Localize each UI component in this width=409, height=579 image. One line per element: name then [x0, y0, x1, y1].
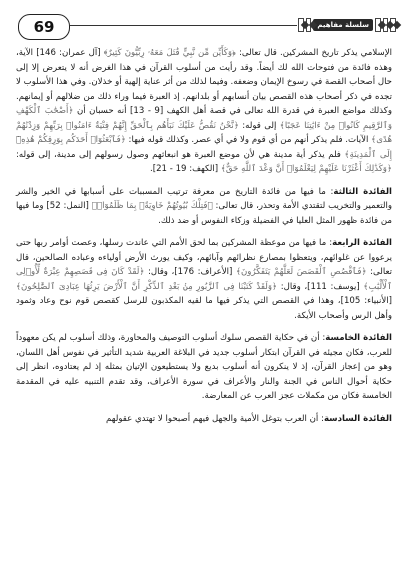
- text-run: : أن في حكاية القصص سلوك أسلوب التوصيف والمحاورة، وذلك أسلوب لم يكن معهوداً للعرب، فكان مجيئه في القرآن ابتكار أسلوب جديد في البلاغة العربية شديد التأثير في نفوس أهل اللسان، وهو من إعجاز القرآن، إذ لا ينكرون أنه أسلوب بديع ولا يستطيعون الإتيان بمثله إذ لم يعتادوه، انظر إلى حكاية أحوال الناس في الجنة والنار والأعراف في سورة الأعراف، وقد تقدم التنبيه عليه في المقدمة الخامسة فكان من مكملات عجز العرب عن المعارضة.: [16, 333, 392, 401]
- paragraph-gap: [16, 404, 392, 412]
- text-run: : ما فيها من فائدة التاريخ من معرفة ترتيب المسببات على أسبابها في الخير والشر والتعمير والتخريب لتقتدي الأمة وتحذر، قال تعالى:: [16, 186, 393, 211]
- paragraph-p4: [16, 331, 392, 404]
- text-run: الآيات. فلم يذكر أنهم من أي قوم ولا في أي عصر. وكذلك قوله فيها:: [125, 135, 372, 145]
- ornament-tile-icon: [298, 18, 304, 32]
- paragraph-p5: [16, 412, 392, 427]
- quran-quote: ﴿وَلَقَدْ كَتَبْنَا فِى ٱلزَّبُورِ مِنۢ بَعْدِ ٱلذِّكْرِ أَنَّ ٱلْأَرْضَ يَرِثُهَا عِبَادِىَ ٱلصَّٰلِحُونَ﴾: [16, 281, 278, 292]
- body-text: [16, 46, 392, 571]
- text-run: [يوسف: 111]، وقال:: [277, 281, 364, 292]
- benefit-title: الفائدة الرابعة: [332, 238, 392, 248]
- paragraph-gap: [16, 177, 392, 185]
- text-run: [الكهف: 19 - 21].: [149, 164, 221, 174]
- paragraph-p1: [16, 46, 392, 177]
- paragraph-gap: [16, 323, 392, 331]
- quran-quote: ﴿أَصْحَٰبَ ٱلْكَهْفِ وَٱلرَّقِيمِ كَانُوا۟ مِنْ ءَايَٰتِنَا عَجَبًا﴾: [16, 106, 392, 131]
- quran-quote: ﴿فَتِلْكَ بُيُوتُهُمْ خَاوِيَةًۢ بِمَا ظَلَمُوٓا۟﴾: [91, 201, 213, 211]
- benefit-title: الفائدة الخامسة: [325, 333, 392, 343]
- text-run: إلى قوله:: [238, 120, 280, 131]
- quran-quote: ﴿نَّحْنُ نَقُصُّ عَلَيْكَ نَبَأَهُم بِٱلْحَقِّ إِنَّهُمْ فِتْيَةٌ ءَامَنُوا۟ بِرَبِّهِمْ وَزِدْنَٰهُمْ هُدًى﴾: [16, 120, 392, 145]
- page-number: 69: [18, 14, 70, 40]
- text-run: فلم يذكر أية مدينة هي لأن موضع العبرة هو انبعاثهم وصول رسولهم إلى مدينة، إلى قوله:: [16, 149, 345, 160]
- paragraph-p2: [16, 185, 392, 229]
- benefit-title: الفائدة الثالثة: [333, 186, 392, 197]
- header-rule: [70, 25, 297, 26]
- quran-quote: ﴿وَكَأَيِّن مِّن نَّبِيٍّ قَٰتَلَ مَعَهُۥ رِبِّيُّونَ كَثِيرٌ﴾: [103, 48, 236, 58]
- text-run: [النمل: 52] وما فيها من فائدة ظهور المثل العليا في الفضيلة وزكاء النفوس أو ضد ذلك.: [16, 201, 392, 226]
- header-ornament: [298, 14, 396, 36]
- paragraph-p3: [16, 236, 392, 323]
- quran-quote: ﴿فَٱقْصُصِ ٱلْقَصَصَ لَعَلَّهُمْ يَتَفَكَّرُونَ﴾: [235, 267, 367, 277]
- quran-quote: ﴿لَقَدْ كَانَ فِى قَصَصِهِمْ عِبْرَةٌ لِّأُو۟لِى ٱلْأَلْبَٰبِ﴾: [16, 267, 392, 292]
- text-run: الإسلامي يذكر تاريخ المشركين. قال تعالى:: [235, 48, 392, 58]
- series-label: سلسلة مفاهيم: [313, 19, 373, 31]
- text-run: [الأعراف: 176]، وقال:: [144, 267, 236, 277]
- text-run: [الأنبياء: 105]، وهذا في القصص التي يذكر فيها ما لقيه المكذبون للرسل كقصص قوم نوح وعاد وثمود وأهل الرس وأصحاب الأيكة.: [16, 296, 392, 321]
- quran-quote: ﴿فَٱبْعَثُوٓا۟ أَحَدَكُم بِوَرِقِكُمْ هَٰذِهِۦٓ إِلَى ٱلْمَدِينَةِ﴾: [16, 135, 392, 160]
- quran-quote: ﴿وَكَذَٰلِكَ أَعْثَرْنَا عَلَيْهِمْ لِيَعْلَمُوٓا۟ أَنَّ وَعْدَ ٱللَّهِ حَقٌّ﴾: [220, 164, 392, 174]
- text-run: : ما فيها من موعظة المشركين بما لحق الأمم التي عاندت رسلها، وعصت أوامر ربها حتى يرعووا عن غلوائهم، ويتعظوا بمصارع نظرائهم وآبائهم، وكيف يورث الأرض أولياءه وعباده الصالحين، قال تعالى:: [16, 238, 392, 277]
- benefit-title: الفائدة السادسة: [323, 413, 392, 424]
- text-run: : أن العرب بتوغل الأمية والجهل فيهم أصبحوا لا تهتدي عقولهم: [106, 413, 324, 424]
- paragraph-gap: [16, 228, 392, 236]
- ornament-tile-icon: [375, 18, 381, 32]
- text-run: [آل عمران: 146] الآية، وهذه فائدة من فتوحات الله لك أيضاً. وقد رأيت من أسلوب القرآن في هذا الغرض أنه لا يتعرض إلا إلى حال أصحاب القصة في رسوخ الإيمان وضعفه. وفيما لذلك من أثر عناية إلهية أو خذلان. وفي هذا الأسلوب لا تجده في ذكر أصحاب هذه القصص بيان أنسابهم أو بلدانهم. إذ العبرة فيما وراء ذلك من ضلالهم أو إيمانهم. وكذلك مواضع العبرة في قدرة الله تعالى في قصة أهل الكهف [9 - 13] أنه حسبان أن: [16, 48, 392, 116]
- page-header: [18, 14, 396, 42]
